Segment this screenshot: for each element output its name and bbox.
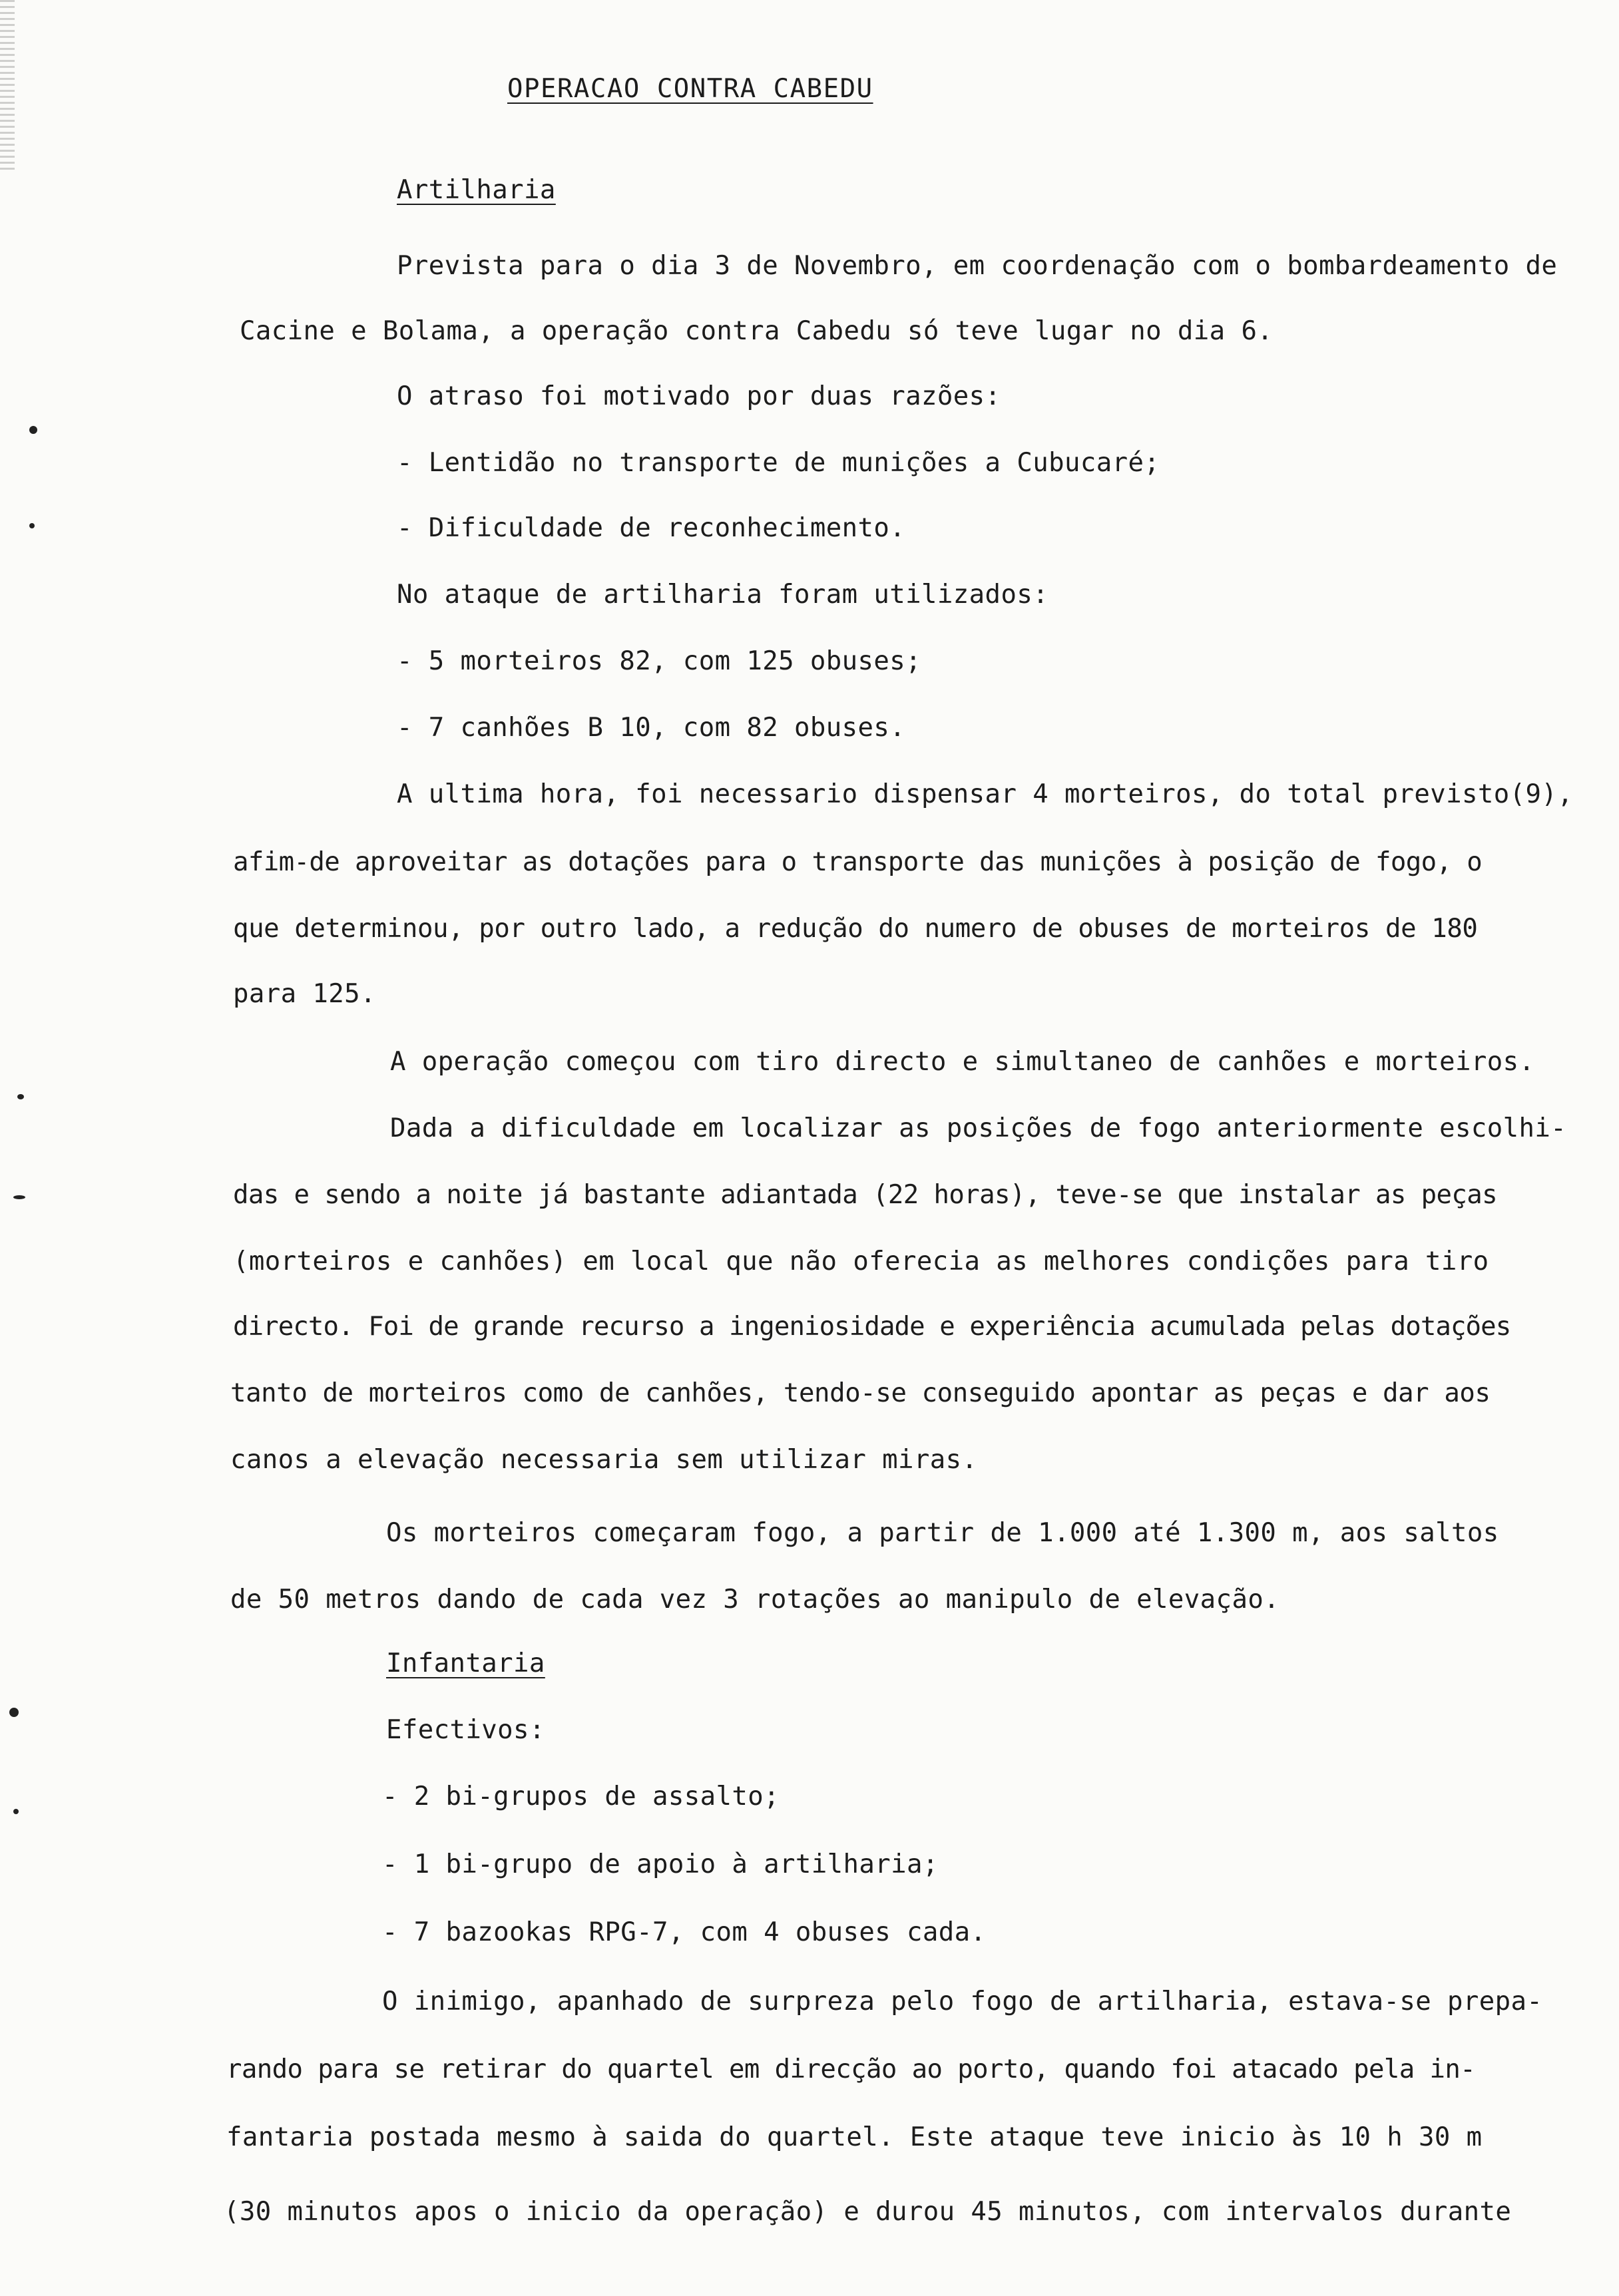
- margin-speck: [13, 1809, 19, 1814]
- text-line: fantaria postada mesmo à saida do quartel. Este ataque teve inicio às 10 h 30 m: [226, 2122, 1483, 2152]
- margin-speck: [17, 1094, 24, 1099]
- text-line: A ultima hora, foi necessario dispensar 4 morteiros, do total previsto(9),: [397, 779, 1574, 809]
- list-item: - 7 canhões B 10, com 82 obuses.: [397, 713, 906, 743]
- text-line: Os morteiros começaram fogo, a partir de 1.000 até 1.300 m, aos saltos: [386, 1518, 1499, 1548]
- text-line: afim-de aproveitar as dotações para o transporte das munições à posição de fogo, o: [233, 847, 1483, 877]
- text-line: Cacine e Bolama, a operação contra Cabedu só teve lugar no dia 6.: [240, 316, 1273, 346]
- list-item: - 2 bi-grupos de assalto;: [382, 1782, 780, 1812]
- text-line: No ataque de artilharia foram utilizados:: [397, 580, 1049, 610]
- text-line: directo. Foi de grande recurso a ingeniosidade e experiência acumulada pelas dotações: [233, 1312, 1511, 1342]
- text-line: A operação começou com tiro directo e simultaneo de canhões e morteiros.: [390, 1047, 1535, 1077]
- text-line: (30 minutos apos o inicio da operação) e durou 45 minutos, com intervalos durante: [224, 2197, 1512, 2227]
- list-item: - Dificuldade de reconhecimento.: [397, 513, 906, 543]
- text-line: Efectivos:: [386, 1715, 545, 1745]
- section-heading-artilharia: Artilharia: [397, 175, 556, 205]
- list-item: - 1 bi-grupo de apoio à artilharia;: [382, 1849, 939, 1879]
- text-line: tanto de morteiros como de canhões, tendo-se conseguido apontar as peças e dar aos: [230, 1378, 1491, 1408]
- text-line: O inimigo, apanhado de surpreza pelo fogo de artilharia, estava-se prepa-: [382, 1987, 1543, 2016]
- text-line: Prevista para o dia 3 de Novembro, em coordenação com o bombardeamento de: [397, 251, 1558, 281]
- list-item: - Lentidão no transporte de munições a Cubucaré;: [397, 448, 1160, 478]
- text-line: das e sendo a noite já bastante adiantada (22 horas), teve-se que instalar as peças: [233, 1180, 1498, 1210]
- list-item: - 5 morteiros 82, com 125 obuses;: [397, 646, 922, 676]
- document-title: OPERACAO CONTRA CABEDU: [507, 74, 873, 104]
- margin-speck: [29, 523, 35, 528]
- text-line: de 50 metros dando de cada vez 3 rotações ao manipulo de elevação.: [230, 1585, 1280, 1615]
- section-heading-infantaria: Infantaria: [386, 1648, 545, 1678]
- text-line: canos a elevação necessaria sem utilizar miras.: [230, 1445, 978, 1475]
- text-line: que determinou, por outro lado, a redução do numero de obuses de morteiros de 180: [233, 914, 1478, 944]
- margin-speck: [9, 1708, 19, 1717]
- text-line: Dada a dificuldade em localizar as posições de fogo anteriormente escolhi-: [390, 1113, 1567, 1143]
- text-line: (morteiros e canhões) em local que não oferecia as melhores condições para tiro: [233, 1246, 1489, 1276]
- text-line: para 125.: [233, 979, 376, 1009]
- list-item: - 7 bazookas RPG-7, com 4 obuses cada.: [382, 1917, 987, 1947]
- scan-edge-noise: [0, 0, 15, 173]
- text-line: rando para se retirar do quartel em direcção ao porto, quando foi atacado pela in-: [226, 2054, 1476, 2084]
- margin-speck: [29, 426, 37, 434]
- text-line: O atraso foi motivado por duas razões:: [397, 381, 1001, 411]
- margin-speck: [13, 1195, 25, 1199]
